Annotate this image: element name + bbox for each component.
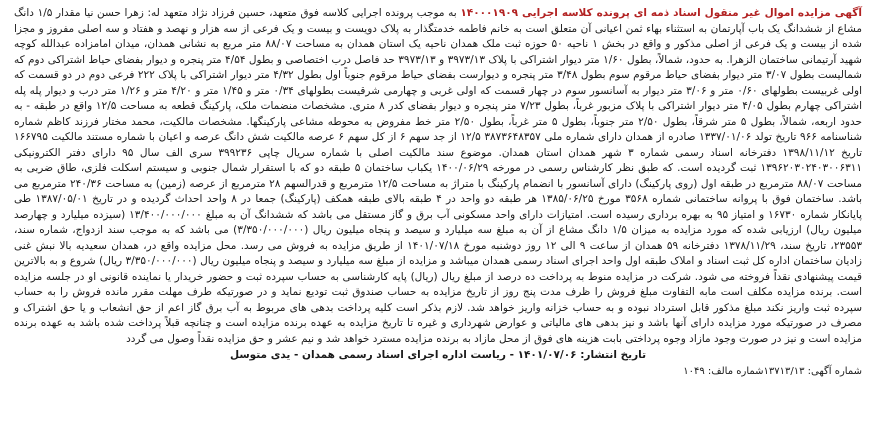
notice-text-block [14,6,862,347]
publication-date: تاریخ انتشار: ۱۴۰۱/۰۷/۰۶ [517,349,647,361]
notice-title: آگهی مزایده اموال غیر منقول اسناد ذمه ای پرونده کلاسه اجرایی ۱۴۰۰۰۱۹۰۹ [460,7,862,19]
ad-number: شماره آگهی: ۱۳۷۱۳/۱۳شماره مالف: ۱۰۴۹ [683,365,862,377]
notice-footer [14,348,862,364]
notice-body: به موجب پرونده اجرایی کلاسه فوق متعهد، حسین فرزاد نژاد متعهد له: زهرا حسن نیا مقدار ۱/۵ دانگ مشاع از ششدانگ یک باب آپارتمان به استثناء بهاء ثمن اعیانی آن متعلق است به خانم فاطمه خدمتگذار به پلاک دویست و بیست و یک فرعی از سه هزار و نهصد و هفتاد و سه اصلی مفروز و مجزا شده از بیست و یک فرعی از اصلی مذکور و واقع در بخش ۱ ناحیه ۵۰ حوزه ثبت ملک همدان ناحیه یک استان همدان به مساحت ۸۸/۰۷ متر مربع به نشانی همدان، میدان امامزاده عبدالله کوچه شهید آرتیمانی ساختمان الزهرا. به حدود، شمالاً، بطول ۱/۶۰ متر دیوار اشتراکی با پلاک ۳۹۷۳/۱۳ و ۳۹۷۳/۱۳ حد فاصل درب اختصاصی و بطول ۴/۵۴ متر پنجره و دیوار بفضای حیاط اشتراکی دوم که شمالیست بطول ۳/۰۷ متر دیوار بفضای حیاط مرقوم سوم بطول ۳/۴۸ متر پنجره و دیوارست بفضای حیاط مرقوم جنوباً اول بطول ۴/۳۲ متر دیوار اشتراکی با پلاک ۲۲۲ فرعی دوم در دو قسمت که اولی غربیست بطولهای ۰/۶۰ متر و ۳/۰۶ متر دیوار به آسانسور سوم در چهار قسمت که اولی غربی و چهارمی شرقیست بطولهای ۰/۳۴ متر و ۱/۴۵ متر و ۴/۲۰ متر و ۱/۲۶ متر درب و دیوار پله پله اشتراکی چهارم بطول ۴/۰۵ متر دیوار اشتراکی با پلاک مزبور غرباً، بطول ۷/۲۳ متر پنجره و دیوار بفضای کدر ۸ متری. مشخصات منضمات ملک، پارکینگ قطعه به مساحت ۱۲/۵ واقع در طبقه - به حدود اربعه، شمالاً، بطول ۵ متر شرقاً، بطول ۲/۵۰ متر جنوباً، بطول ۵ متر غرباً، بطول ۲/۵۰ متر خط مفروض به محوطه مشاعی پارکینگها. مشخصات مالکیت، محمد مختار فرزند کاظم شماره شناسنامه ۹۶۶ تاریخ تولد ۱۳۳۷/۰۱/۰۶ صادره از همدان دارای شماره ملی ۳۸۷۳۶۴۸۳۵۷ ۱۲/۵ از جد سهم ۶ از کل سهم ۶ عرصه مالکیت شش دانگ عرصه و اعیان با شماره مستند مالکیت ۱۶۶۷۹۵ تاریخ ۱۳۹۸/۱۱/۱۲ دفترخانه اسناد رسمی شماره ۳ شهر همدان استان همدان. موضوع سند مالکیت اصلی با شماره سریال چاپی ۳۹۹۲۳۶ سری الف سال ۹۵ دارای دفتر الکترونیکی ۱۳۹۶۲۰۳۰۲۴۰۳۰۰۶۳۱۱ ثبت گردیده است. که طبق نظر کارشناس رسمی در مورخه ۱۴۰۰/۰۶/۲۹ یکباب ساختمان ۵ طبقه دو که با استقرار شمال جنوبی و سیستم اسکلت فلزی، طاق ضربی به مساحت ۸۸/۰۷ مترمربع در طبقه اول (روی پارکینگ) دارای آسانسور با انضمام پارکینگ با متراژ به مساحت ۱۲/۵ مترمربع و قدرالسهم ۲۸ مترمربع از عرصه (زمین) به مساحت ۲۴۰/۳۶ مترمربع می باشد. ساختمان فوق با پروانه ساختمانی شماره ۳۵۶۸ مورخ ۱۳۸۵/۰۶/۲۵ هر طبقه دو واحد در ۴ طبقه بالای طبقه همکف (پارکینگ) جمعا در ۸ واحد احداث گردیده و در تاریخ ۱۳۸۷/۰۵/۰۱ طی پایانکار شماره ۱۶۷۳۰ و امتیاز ۹۵ به بهره برداری رسیده است. امتیازات دارای واحد مسکونی آب برق و گاز مستقل می باشد که ششدانگ آن به مبلغ ۱۳/۴۰۰/۰۰۰/۰۰۰ (سیزده میلیارد و چهارصد میلیون ریال) ارزیابی شده که مورد مزایده به میزان ۱/۵ دانگ مشاع از آن به مبلغ سه میلیارد و سیصد و پنجاه میلیون ریال (۳/۳۵۰/۰۰۰/۰۰۰) می باشد که به موجب سند ازدواج، شماره سند، ۲۳۵۵۳، تاریخ سند، ۱۳۷۸/۱۱/۲۹ دفترخانه ۵۹ همدان از ساعت ۹ الی ۱۲ روز دوشنبه مورخ ۱۴۰۱/۰۷/۱۸ از طریق مزایده به فروش می رسد. محل مزایده واقع در، همدان سعیدیه بالا نبش غنی زادیان ساختمان اداره کل ثبت اسناد و املاک طبقه اول واحد اجرای اسناد رسمی همدان میباشد و مزایده از مبلغ سه میلیارد و سیصد و پنجاه میلیون ریال (۳/۳۵۰/۰۰۰/۰۰۰ ریال) شروع و به بالاترین قیمت پیشنهادی نقداً فروخته می شود. شرکت در مزایده منوط به پرداخت ده درصد از مبلغ ریال (ریال) پایه کارشناسی به حساب سپرده ثبت و حضور خریدار یا نماینده قانونی او در جلسه مزایده است. برنده مزایده مکلف است مابه التفاوت مبلغ فروش را ظرف مدت پنج روز از تاریخ مزایده به حساب صندوق ثبت تودیع نماید و در صورتیکه طرف مهلت مقرر مانده فروش را به حساب سپرده ثبت واریز نکند مبلغ مذکور قابل استرداد نبوده و به حساب خزانه واریز خواهد شد. لازم بذکر است کلیه پرداخت بدهی های مربوط به آب برق گاز اعم از حق انشعاب و یا حق اشتراک و مصرف در صورتیکه مورد مزایده دارای آنها باشد و نیز بدهی های مالیاتی و عوارض شهرداری و غیره تا تاریخ مزایده به عهده برنده مزایده است و چنانچه قبلاً پرداخت شده باشد به عهده برنده مزایده است و نیز در صورت وجود مازاد وجوه پرداختی بابت هزینه های فوق از محل مازاد به برنده مزایده مسترد خواهد شد و نیم عشر و حق مزایده نقداً وصول می گردد [14,7,863,345]
issuing-office: - ریاست اداره اجرای اسناد رسمی همدان - یدی متوسل [229,349,514,361]
